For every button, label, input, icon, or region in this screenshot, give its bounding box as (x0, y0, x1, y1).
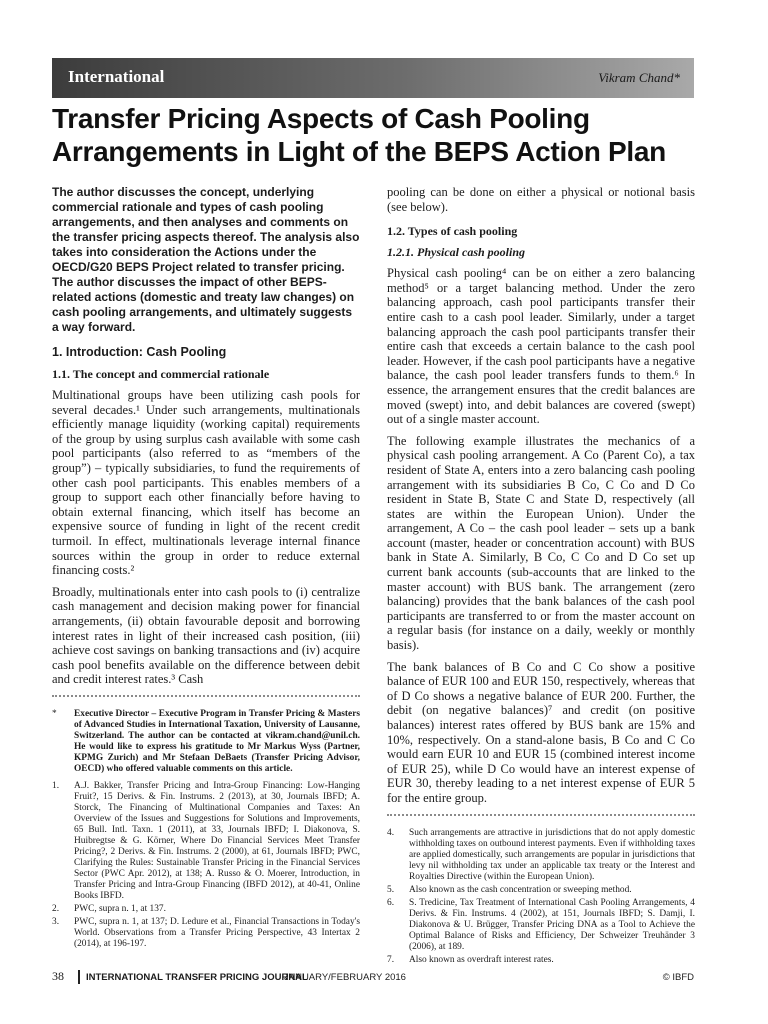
abstract: The author discusses the concept, underlying commercial rationale and types of cash pooling arrangements, and then analyses and comments on the transfer pricing aspects thereof. The analysis also takes into consideration the Actions under the OECD/G20 BEPS Project related to transfer pricing. The author discusses the impact of other BEPS-related actions (domestic and treaty law changes) on cash pooling arrangements, and ultimately suggests a way forward. (52, 185, 360, 334)
section-header-bar (52, 58, 694, 98)
right-column (387, 185, 695, 968)
issue-date: JANUARY/FEBRUARY 2016 (284, 972, 406, 983)
footnote-text: PWC, supra n. 1, at 137. (74, 903, 166, 914)
footnote-number: * (52, 708, 57, 719)
footnote-number: 2. (52, 903, 60, 914)
footnote (52, 904, 360, 915)
article-title: Transfer Pricing Aspects of Cash Pooling Arrangements in Light of the BEPS Action Plan (52, 103, 666, 167)
body-paragraph: The following example illustrates the mechanics of a physical cash pooling arrangement. A Co (Parent Co), a tax resident of State A, enters into a zero balancing cash pooling arrangement with its subsidiaries B Co, C Co and D Co resident in State B, State C and State D, respectively (all states are within the European Union). Under the arrangement, A Co – the cash pool leader – sets up a bank account (master, header or concentration account) with BUS bank in State A. Similarly, B Co, C Co and D Co set up current bank accounts (sub-accounts that are linked to the master account) with BUS bank. The arrangement (zero balancing) provides that the bank balances of the cash pool participants are transferred to or from the master account on a regular basis (for instance on a daily, weekly or monthly basis). (387, 433, 695, 653)
footnote-text: PWC, supra n. 1, at 137; D. Ledure et al., Financial Transactions in Today's World. Observations from a Transfer Pricing Perspective, 43 Intertax 2 (2014), at 196-197. (74, 916, 360, 949)
footnote-number: 6. (387, 897, 395, 908)
footnote-number: 1. (52, 780, 60, 791)
footnote (387, 828, 695, 883)
section-label: International (68, 67, 165, 86)
body-paragraph: pooling can be done on either a physical or notional basis (see below). (387, 185, 695, 214)
footnote-text: Also known as overdraft interest rates. (409, 954, 554, 965)
footnote-divider (52, 695, 360, 697)
journal-name: INTERNATIONAL TRANSFER PRICING JOURNAL (86, 972, 308, 983)
footnote-number: 3. (52, 916, 60, 927)
footnote (52, 917, 360, 950)
footnote (387, 898, 695, 953)
subsubsection-heading: 1.2.1. Physical cash pooling (387, 245, 526, 260)
footnote-text: Also known as the cash concentration or sweeping method. (409, 884, 632, 895)
left-column (52, 185, 360, 952)
footnote-text: Executive Director – Executive Program in Transfer Pricing & Masters of Advanced Studies in International Taxation, University of Lausanne, Switzerland. The author can be contacted at vikram.chand@unil.ch. He would like to express his gratitude to Mr Markus Wyss (Partner, KPMG Zurich) and Mr Stefaan DeBaets (Transfer Pricing Advisor, OECD) who offered valuable comments on this article. (74, 708, 360, 774)
footer-divider (78, 970, 80, 984)
body-paragraph: Broadly, multinationals enter into cash pools to (i) centralize cash management and decision making power for financial arrangements, (ii) obtain favourable deposit and borrowing interest rates in light of their increased cash position, (iii) achieve cost savings on banking transactions and (iv) acquire cash pool benefits available on the difference between debit and credit interest rates.³ Cash (52, 584, 360, 687)
footnote-text: Such arrangements are attractive in jurisdictions that do not apply domestic withholding taxes on outbound interest payments. Even if withholding taxes are applied domestically, such arrangements are popular in jurisdictions that levy nil withholding tax under an applicable tax treaty or the Interest and Royalties Directive (within the European Union). (409, 827, 695, 882)
footnote-number: 4. (387, 827, 395, 838)
author-name: Vikram Chand* (598, 70, 680, 85)
footnote-number: 7. (387, 954, 395, 965)
publisher-credit: © IBFD (662, 972, 694, 983)
footnote (387, 955, 695, 966)
section-heading: 1. Introduction: Cash Pooling (52, 345, 227, 359)
footnote-number: 5. (387, 884, 395, 895)
footnote-text: A.J. Bakker, Transfer Pricing and Intra-Group Financing: Low-Hanging Fruit?, 15 Derivs. & Fin. Instrums. 2 (2013), at 30, Journals IBFD; A. Storck, The Financing of Multinational Companies and Taxes: An Overview of the Issues and Suggestions for Solutions and Improvements, 65 Bull. Intl. Taxn. 1 (2011), at 33, Journals IBFD; I. Diakonova, S. Huibregtse & G. Körner, Where Do Financial Services Meet Transfer Pricing?, 2 Derivs. & Fin. Instrums. 2 (2000), at 61, Journals IBFD; PWC, Clarifying the Rules: Sustainable Transfer Pricing in the Financial Services Sector (PWC Apr. 2012), at 138; A. Russo & O. Moerer, Introduction, in Transfer Pricing and Intra-Group Financing (IBFD 2012), at 40-41, Online Books IBFD. (74, 780, 360, 901)
page-footer (52, 968, 694, 988)
footnote (387, 885, 695, 896)
footnote-text: S. Tredicine, Tax Treatment of International Cash Pooling Arrangements, 4 Derivs. & Fin. Instrums. 4 (2002), at 151, Journals IBFD; S. Damji, I. Diakonova & U. Brügger, Transfer Pricing DNA as a Tool to Achieve the Optimal Balance of Risks and Efficiency, Der Schweizer Treuhänder 3 (2006), at 189. (409, 897, 695, 952)
footnote-divider (387, 814, 695, 816)
body-paragraph: Physical cash pooling⁴ can be on either a zero balancing method⁵ or a target balancing method. Under the zero balancing approach, cash pool participants transfer their entire cash to a cash pool leader. Similarly, under a target balancing approach the cash pool participants transfer their entire cash that exceeds a certain balance to the cash pool leader. However, if the cash pool participants have a negative balance, the cash pool leader transfers funds to them.⁶ In essence, the arrangement ensures that the credit balances are moved (swept) into, and debit balances are covered (swept) out of a single master account. (387, 266, 695, 427)
subsection-heading: 1.2. Types of cash pooling (387, 224, 518, 239)
body-paragraph: The bank balances of B Co and C Co show a positive balance of EUR 100 and EUR 150, respectively, whereas that of D Co shows a negative balance of EUR 200. Further, the debit (on negative balances)⁷ and credit (on positive balances) interest rates offered by BUS bank are 15% and 10%, respectively. On a stand-alone basis, B Co and C Co would earn EUR 10 and EUR 15 (combined interest income of EUR 25), while D Co would have an interest expense of EUR 30, thereby leading to a net interest expense of EUR 5 for the entire group. (387, 659, 695, 805)
footnote (52, 709, 360, 775)
subsection-heading: 1.1. The concept and commercial rationale (52, 367, 270, 381)
footnote (52, 781, 360, 902)
page-number: 38 (52, 969, 64, 983)
body-paragraph: Multinational groups have been utilizing cash pools for several decades.¹ Under such arrangements, multinationals efficiently manage liquidity (working capital) requirements of the group by using surplus cash available with some cash pool participants (also referred to as “members of the group”) – typically subsidiaries, to fund the requirements of other cash pool participants. This enables members of a group to support each other financially before having to obtain external financing, which itself has become an expensive source of funding in light of the recent credit turmoil. In effect, multinationals leverage internal finance sources within the group in order to reduce external financing costs.² (52, 388, 360, 578)
